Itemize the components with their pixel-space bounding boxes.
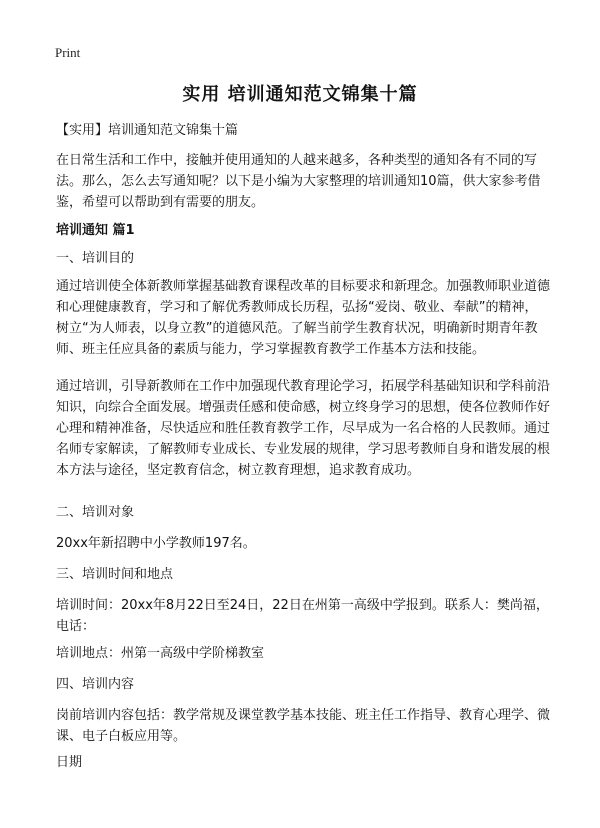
paragraph-content: 岗前培训内容包括：教学常规及课堂教学基本技能、班主任工作指导、教育心理学、微课、电子白板应用等。 <box>56 708 551 744</box>
section-title: 培训通知 篇1 <box>56 223 135 238</box>
subtitle: 【实用】培训通知范文锦集十篇 <box>56 123 239 138</box>
paragraph-date: 日期 <box>56 755 83 770</box>
heading-purpose: 一、培训目的 <box>56 251 135 266</box>
print-link[interactable]: Print <box>55 45 81 60</box>
paragraph-purpose-2: 通过培训，引导新教师在工作中加强现代教育理论学习，拓展学科基础知识和学科前沿知识，向综合全面发展。增强责任感和使命感，树立终身学习的思想，使各位教师作好心理和精神准备，尽快适应和胜任教育教学工作，尽早成为一名合格的人民教师。通过名师专家解读，了解教师专业成长、专业发展的规律，学习思考教师自身和谐发展的根本方法与途径，坚定教育信念，树立教育理想，追求教育成功。 <box>56 379 551 478</box>
paragraph-place: 培训地点：州第一高级中学阶梯教室 <box>56 646 265 661</box>
heading-audience: 二、培训对象 <box>56 505 135 520</box>
heading-content: 四、培训内容 <box>56 677 135 692</box>
page-title: 实用 培训通知范文锦集十篇 <box>182 84 418 105</box>
paragraph-purpose-1: 通过培训使全体新教师掌握基础教育课程改革的目标要求和新理念。加强教师职业道德和心理健康教育，学习和了解优秀教师成长历程，弘扬“爱岗、敬业、奉献”的精神，树立“为人师表，以身立教”的道德风范。了解当前学生教育状况，明确新时期青年教师、班主任应具备的素质与能力，学习掌握教育教学工作基本方法和技能。 <box>56 279 551 357</box>
paragraph-audience: 20xx年新招聘中小学教师197名。 <box>56 536 256 551</box>
paragraph-time: 培训时间：20xx年8月22日至24日，22日在州第一高级中学报到。联系人：樊尚福，电话： <box>56 598 549 634</box>
heading-time-place: 三、培训时间和地点 <box>56 567 174 582</box>
intro-paragraph: 在日常生活和工作中，接触并使用通知的人越来越多，各种类型的通知各有不同的写法。那么，怎么去写通知呢？以下是小编为大家整理的培训通知10篇，供大家参考借鉴，希望可以帮助到有需要的朋友。 <box>56 153 541 210</box>
